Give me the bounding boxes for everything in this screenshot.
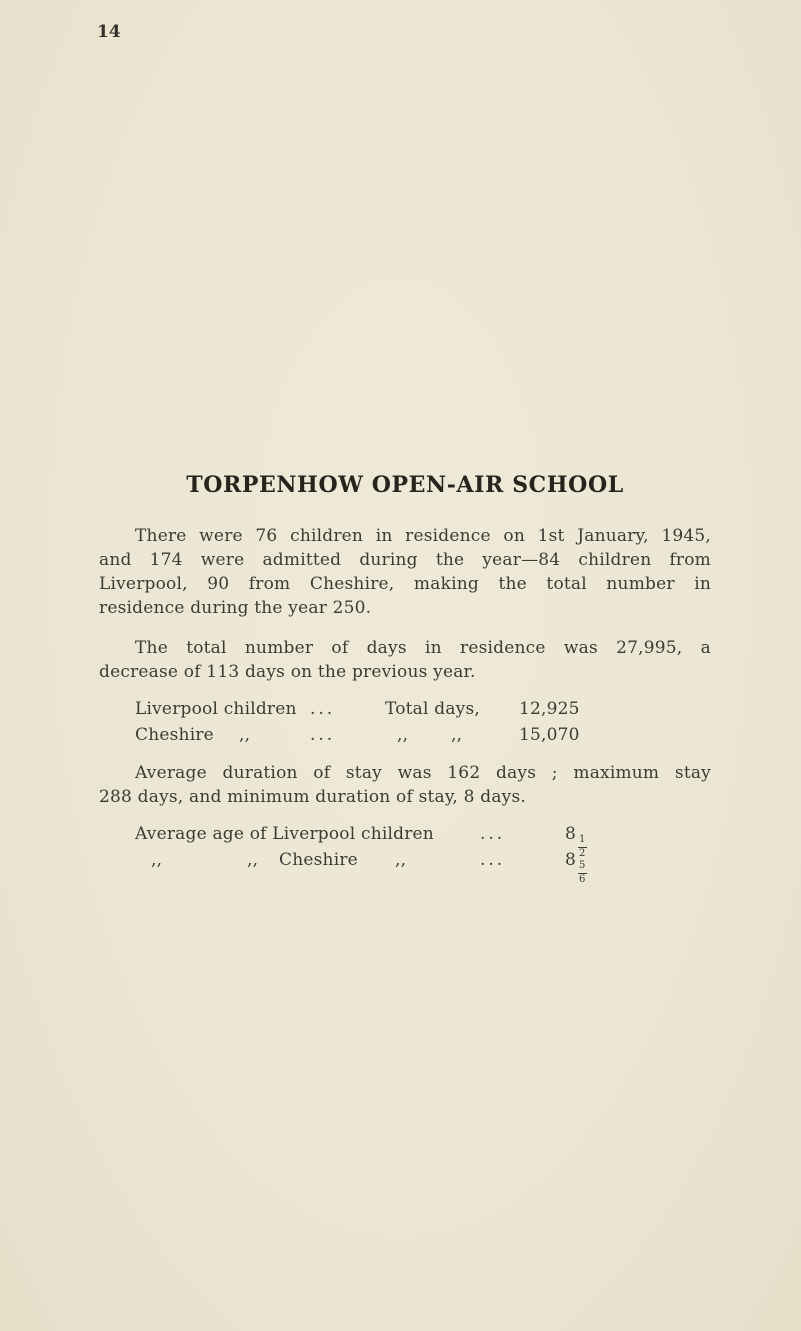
- table-row: [99, 821, 711, 859]
- table-row: [99, 696, 711, 722]
- row-label: Liverpool children: [135, 699, 297, 719]
- leader-dots: ...: [480, 850, 506, 870]
- ditto-mark: ,,: [451, 725, 463, 745]
- row-label: Average age of Liverpool children: [135, 824, 434, 844]
- row-label: Cheshire: [135, 725, 214, 745]
- leader-dots: ...: [480, 824, 506, 844]
- ditto-mark: ,,: [397, 725, 409, 745]
- age-whole: 8: [565, 824, 577, 844]
- ditto-mark: ,,: [239, 725, 251, 745]
- average-age-table: [99, 821, 711, 885]
- paragraph-line: and 174 were admitted during the year—84 children from: [99, 550, 711, 570]
- fraction-numerator: 1: [578, 835, 587, 848]
- ditto-mark: ,,: [247, 850, 259, 870]
- total-days-table: [99, 696, 711, 748]
- table-row: [99, 722, 711, 748]
- row-label: Cheshire: [279, 850, 358, 870]
- paragraph-line: There were 76 children in residence on 1st January, 1945,: [135, 526, 711, 546]
- leader-dots: ...: [310, 725, 336, 745]
- paragraph-residence: [99, 524, 711, 620]
- age-whole: 8: [565, 850, 577, 870]
- row-value: 15,070: [519, 725, 580, 745]
- paragraph-line: The total number of days in residence was 27,995, a: [135, 638, 711, 658]
- ditto-mark: ,,: [151, 850, 163, 870]
- paragraph-line: Average duration of stay was 162 days ; maximum stay: [135, 763, 711, 783]
- fraction-numerator: 5: [578, 861, 587, 874]
- fraction-denominator: 6: [579, 873, 586, 885]
- row-value: [565, 847, 587, 885]
- page-title: TORPENHOW OPEN-AIR SCHOOL: [186, 472, 624, 498]
- paragraph-line: residence during the year 250.: [99, 598, 372, 618]
- ditto-mark: ,,: [395, 850, 407, 870]
- leader-dots: ...: [310, 699, 336, 719]
- paragraph-duration: [99, 761, 711, 809]
- page-content: [99, 472, 711, 886]
- paragraph-total-days: [99, 636, 711, 684]
- row-value: 12,925: [519, 699, 580, 719]
- fraction-denominator: 2: [579, 847, 586, 859]
- table-row: [99, 847, 711, 885]
- column-label: Total days,: [385, 699, 481, 719]
- paragraph-line: decrease of 113 days on the previous year.: [99, 662, 476, 682]
- age-fraction: [578, 861, 587, 885]
- paragraph-line: 288 days, and minimum duration of stay, 8 days.: [99, 787, 527, 807]
- page-number: 14: [97, 22, 121, 42]
- paragraph-line: Liverpool, 90 from Cheshire, making the total number in: [99, 574, 711, 594]
